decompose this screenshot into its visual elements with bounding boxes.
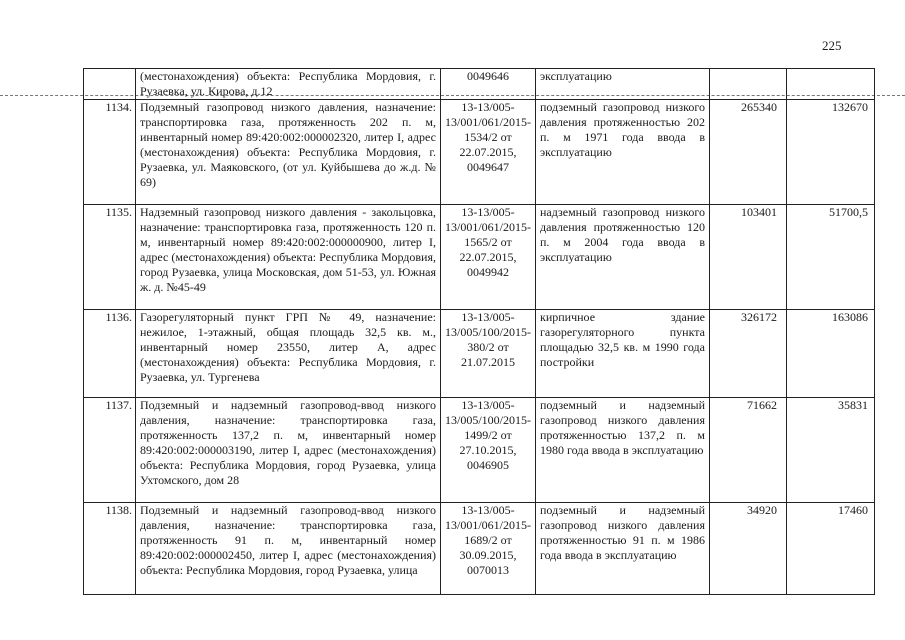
row-number: 1136. (84, 310, 136, 398)
table-row (84, 205, 875, 310)
table-row (84, 503, 875, 595)
object-characteristics: эксплуатацию (536, 69, 710, 100)
row-number: 1138. (84, 503, 136, 595)
object-characteristics: кирпичное здание газорегуляторного пункта площадью 32,5 кв. м 1990 года постройки (536, 310, 710, 398)
row-number (84, 69, 136, 100)
table-row (84, 310, 875, 398)
value-column-1: 265340 (710, 100, 787, 205)
registration-record: 13-13/005-13/005/100/2015-1499/2 от 27.10.2015, 0046905 (441, 398, 536, 503)
page-number: 225 (822, 38, 842, 53)
value-column-1: 326172 (710, 310, 787, 398)
object-description: Подземный и надземный газопровод-ввод низкого давления, назначение: транспортировка газа, протяженность 91 п. м, инвентарный номер 89:420:002:000002450, литер I, адрес (местонахождения) объекта: Республика Мордовия, город Рузаевка, улица (136, 503, 441, 595)
table-row (84, 100, 875, 205)
property-registry-table (83, 68, 875, 595)
value-column-1: 71662 (710, 398, 787, 503)
value-column-2: 163086 (787, 310, 875, 398)
registration-record: 13-13/005-13/005/100/2015-380/2 от 21.07.2015 (441, 310, 536, 398)
table-row (84, 69, 875, 100)
value-column-2: 35831 (787, 398, 875, 503)
object-characteristics: подземный и надземный газопровод низкого давления протяженностью 137,2 п. м 1980 года ввода в эксплуатацию (536, 398, 710, 503)
object-characteristics: подземный газопровод низкого давления протяженностью 202 п. м 1971 года ввода в эксплуатацию (536, 100, 710, 205)
row-number: 1137. (84, 398, 136, 503)
object-description: Надземный газопровод низкого давления - закольцовка, назначение: транспортировка газа, протяженность 120 п. м, инвентарный номер 89:420:002:000000900, литер I, адрес (местонахождения) объекта: Республика Мордовия, город Рузаевка, улица Московская, дом 51-53, ул. Южная ж. д. №45-49 (136, 205, 441, 310)
object-description: Газорегуляторный пункт ГРП № 49, назначение: нежилое, 1-этажный, общая площадь 32,5 кв. м., инвентарный номер 23550, литер А, адрес (местонахождения) объекта: Республика Мордовия, г. Рузаевка, ул. Тургенева (136, 310, 441, 398)
row-number: 1135. (84, 205, 136, 310)
value-column-1: 34920 (710, 503, 787, 595)
value-column-1: 103401 (710, 205, 787, 310)
value-column-1 (710, 69, 787, 100)
object-description: Подземный газопровод низкого давления, назначение: транспортировка газа, протяженность 202 п. м, инвентарный номер 89:420:002:000002320, литер I, адрес (местонахождения) объекта: Республика Мордовия, г. Рузаевка, ул. Маяковского, (от ул. Куйбышева до ж.д. № 69) (136, 100, 441, 205)
registration-record: 13-13/005-13/001/061/2015-1565/2 от 22.07.2015, 0049942 (441, 205, 536, 310)
object-description: (местонахождения) объекта: Республика Мордовия, г. Рузаевка, ул. Кирова, д.12 (136, 69, 441, 100)
value-column-2: 132670 (787, 100, 875, 205)
object-characteristics: подземный и надземный газопровод низкого давления протяженностью 91 п. м 1986 года ввода в эксплуатацию (536, 503, 710, 595)
registration-record: 13-13/005-13/001/061/2015-1534/2 от 22.07.2015, 0049647 (441, 100, 536, 205)
object-characteristics: надземный газопровод низкого давления протяженностью 120 п. м 2004 года ввода в эксплуатацию (536, 205, 710, 310)
value-column-2 (787, 69, 875, 100)
object-description: Подземный и надземный газопровод-ввод низкого давления, назначение: транспортировка газа, протяженность 137,2 п. м, инвентарный номер 89:420:002:000003190, литер I, адрес (местонахождения) объекта: Республика Мордовия, город Рузаевка, улица Ухтомского, дом 28 (136, 398, 441, 503)
table-row (84, 398, 875, 503)
registration-record: 0049646 (441, 69, 536, 100)
value-column-2: 51700,5 (787, 205, 875, 310)
value-column-2: 17460 (787, 503, 875, 595)
row-number: 1134. (84, 100, 136, 205)
registration-record: 13-13/005-13/001/061/2015-1689/2 от 30.09.2015, 0070013 (441, 503, 536, 595)
